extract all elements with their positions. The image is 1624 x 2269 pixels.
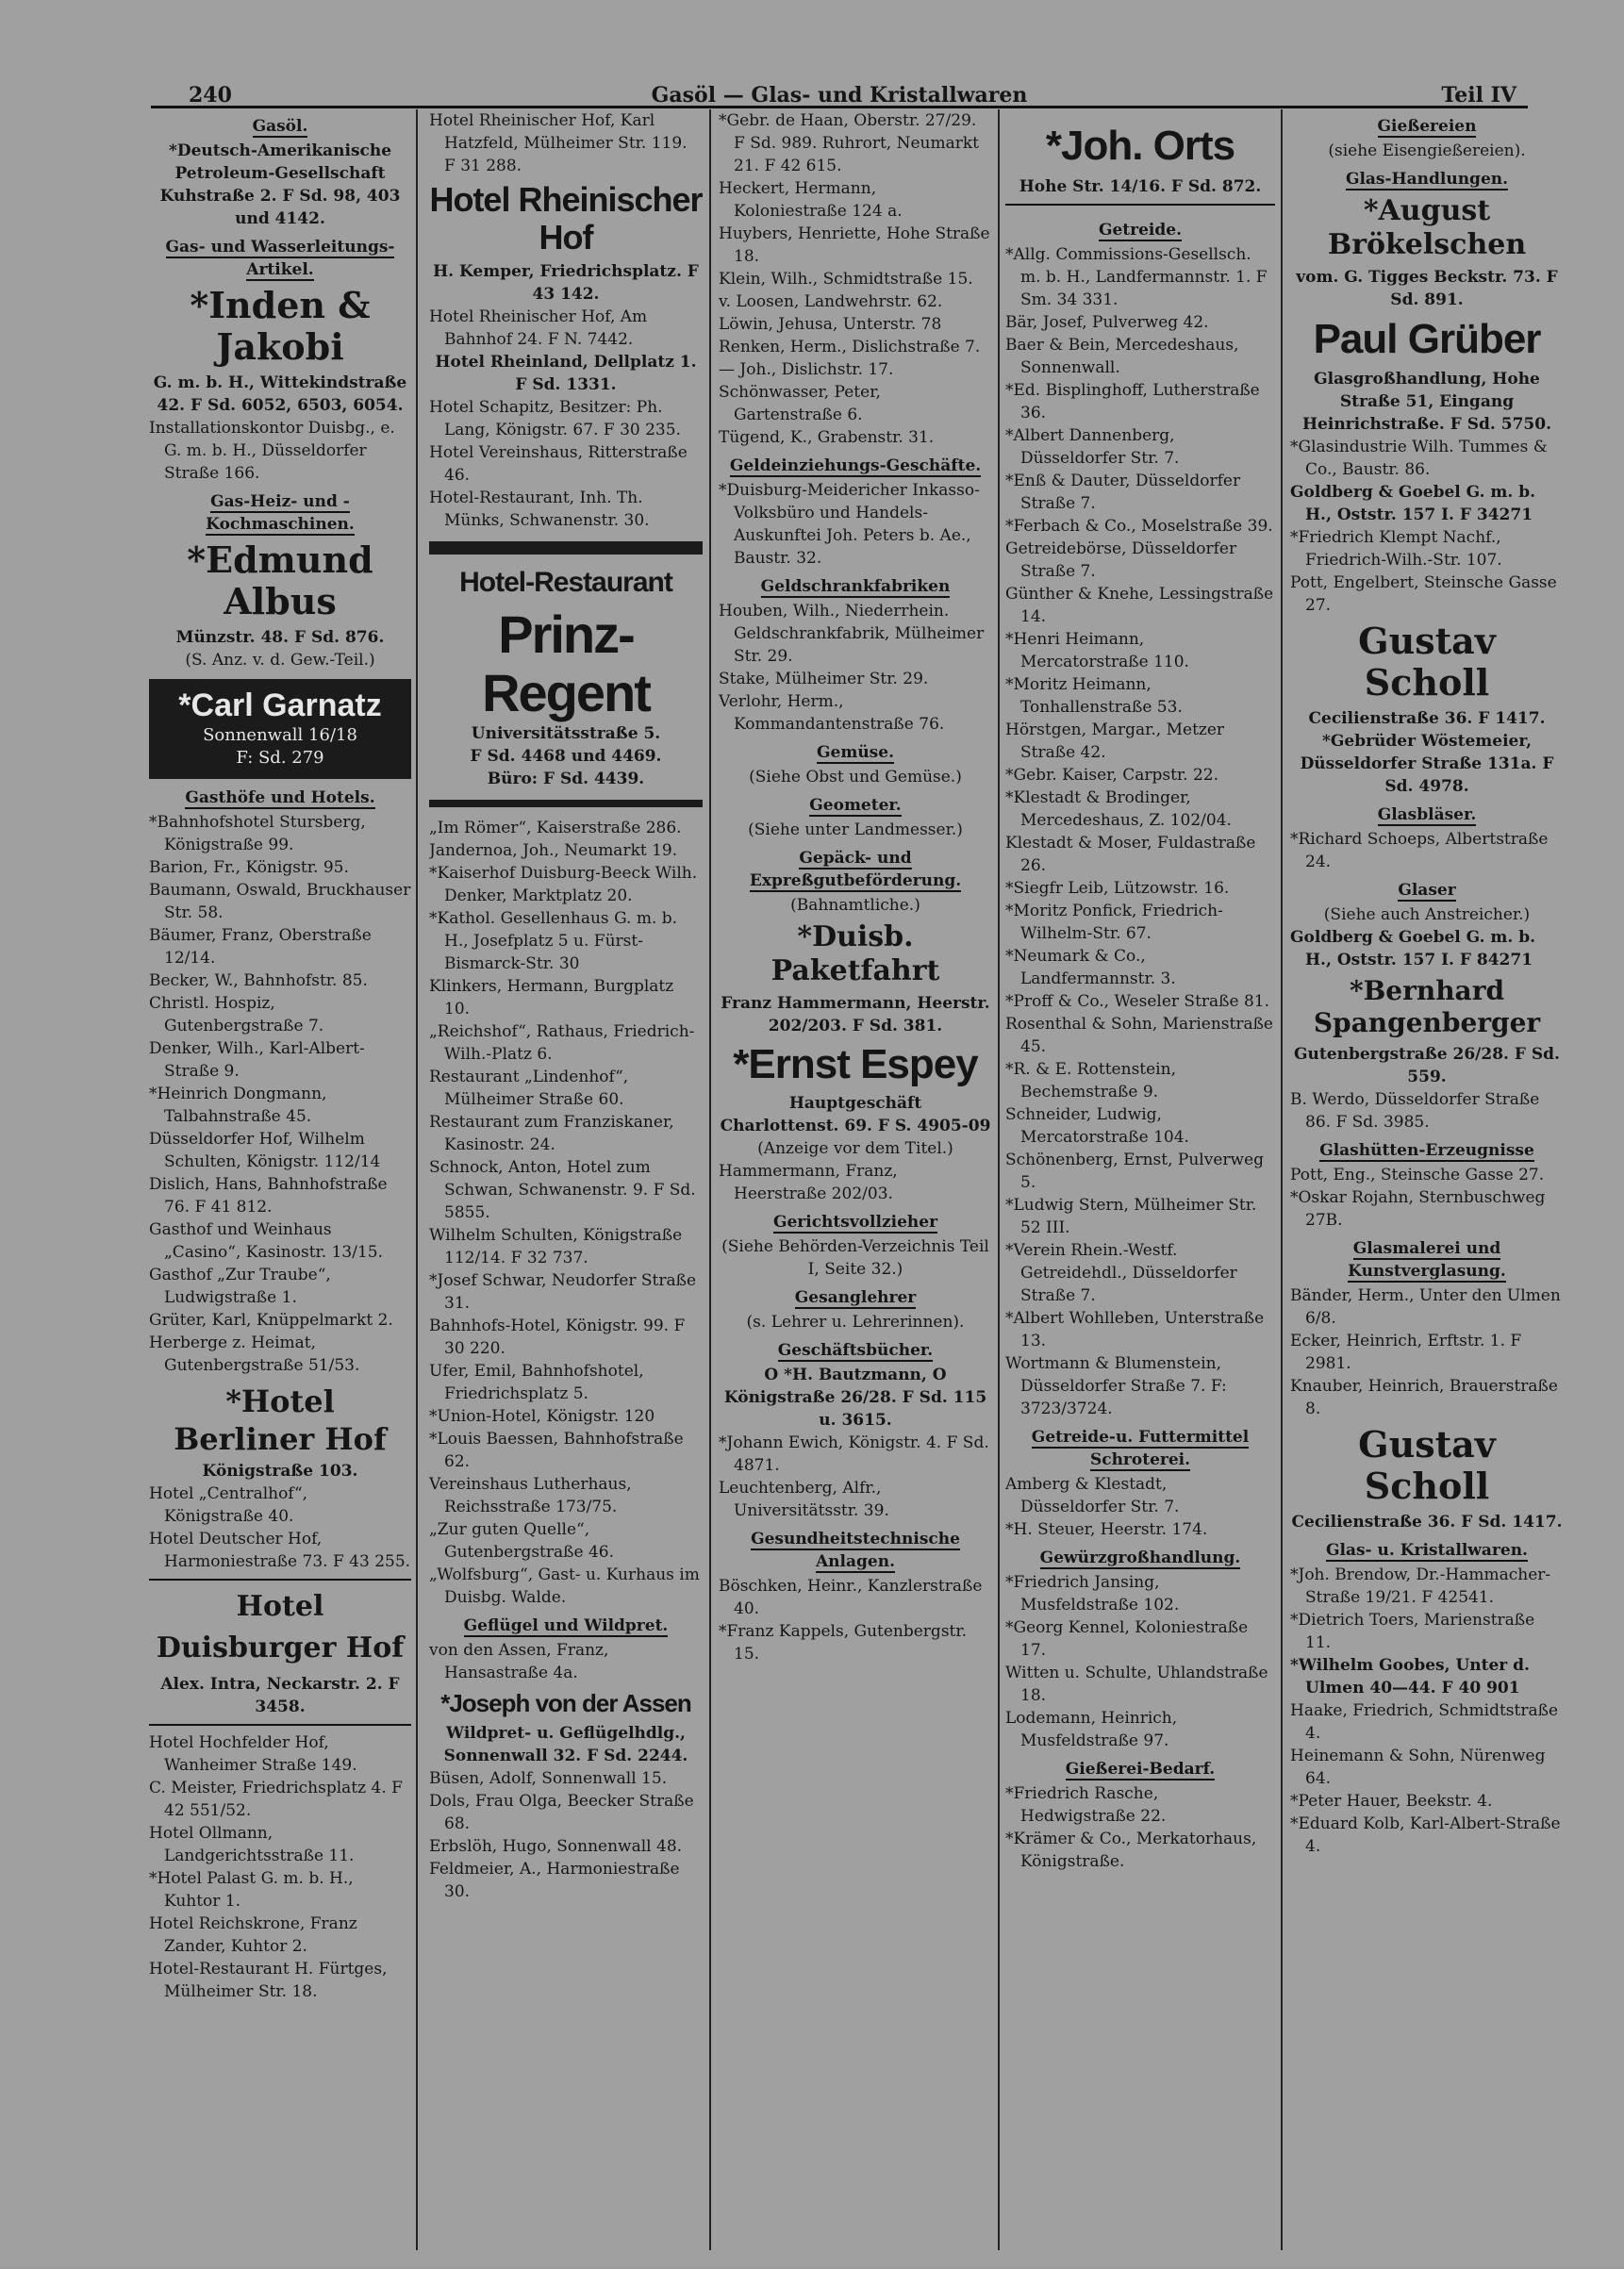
column-5 — [1290, 109, 1564, 2269]
advert-name: Hotel Rheinischer Hof — [429, 180, 703, 257]
advert-name: O *H. Bautzmann, O — [764, 1366, 947, 1384]
entry: Haake, Friedrich, Schmidtstraße 4. — [1290, 1701, 1559, 1743]
section-heading: Gas- und Wasserleitungs-Artikel. — [165, 238, 395, 279]
section-heading: Geometer. — [809, 796, 902, 815]
advert-address: Alex. Intra, Neckarstr. 2. F 3458. — [160, 1675, 400, 1716]
entry: Grüter, Karl, Knüppelmarkt 2. — [149, 1311, 393, 1330]
entry: Wilhelm Schulten, Königstraße 112/14. F 32 737. — [429, 1226, 683, 1267]
entry: Stake, Mülheimer Str. 29. — [719, 670, 929, 688]
entry: Denker, Wilh., Karl-Albert-Straße 9. — [149, 1039, 365, 1081]
entry: Jandernoa, Joh., Neumarkt 19. — [429, 841, 678, 860]
entry: *Union-Hotel, Königstr. 120 — [429, 1407, 655, 1426]
entry: Installationskontor Duisbg., e. G. m. b. H., Düsseldorfer Straße 166. — [149, 419, 395, 483]
cross-reference: (Siehe auch Anstreicher.) — [1323, 905, 1531, 924]
entry: *Gebrüder Wöstemeier, Düsseldorfer Straße 131a. F Sd. 4978. — [1300, 732, 1554, 796]
cross-reference: (Siehe Behörden-Verzeichnis Teil I, Seite 32.) — [721, 1237, 989, 1279]
entry: Goldberg & Goebel G. m. b. H., Oststr. 157 I. F 84271 — [1290, 928, 1536, 969]
advert-address: Münzstr. 48. F Sd. 876. — [175, 628, 385, 647]
entry: *Ferbach & Co., Moselstraße 39. — [1005, 517, 1273, 536]
advert-address: Glasgroßhandlung, Hohe Straße 51, Eingang Heinrichstraße. F Sd. 5750. — [1301, 370, 1551, 434]
advert-bar — [429, 541, 703, 555]
entry: *Ed. Bisplinghoff, Lutherstraße 36. — [1005, 381, 1260, 422]
entry: Wortmann & Blumenstein, Düsseldorfer Straße 7. F: 3723/3724. — [1005, 1354, 1227, 1418]
advert-address: Gutenbergstraße 26/28. F Sd. 559. — [1294, 1045, 1560, 1086]
entry: Dislich, Hans, Bahnhofstraße 76. F 41 812. — [149, 1175, 388, 1217]
entry: *Verein Rhein.-Westf. Getreidehdl., Düsseldorfer Straße 7. — [1005, 1241, 1237, 1305]
entry: Amberg & Klestadt, Düsseldorfer Str. 7. — [1005, 1475, 1180, 1516]
entry: Leuchtenberg, Alfr., Universitätsstr. 39. — [719, 1479, 889, 1520]
advert-address: Hohe Str. 14/16. F Sd. 872. — [1019, 177, 1262, 196]
column-2 — [429, 109, 703, 2269]
entry: *Glasindustrie Wilh. Tummes & Co., Baustr. 86. — [1290, 438, 1548, 479]
entry: *Oskar Rojahn, Sternbuschweg 27B. — [1290, 1188, 1546, 1230]
advert-address: Charlottenst. 69. F S. 4905-09 — [720, 1117, 991, 1135]
advert-name: Gustav Scholl — [1358, 620, 1496, 704]
entry: Verlohr, Herm., Kommandantenstraße 76. — [719, 692, 945, 734]
advert-name: Prinz-Regent — [482, 605, 650, 722]
section-heading: Getreide-u. Futtermittel Schroterei. — [1031, 1428, 1250, 1469]
entry: *Enß & Dauter, Düsseldorfer Straße 7. — [1005, 472, 1241, 513]
column-divider — [416, 109, 418, 2250]
advert-address: Franz Hammermann, Heerstr. 202/203. F Sd. 381. — [721, 994, 990, 1035]
part-label: Teil IV — [1441, 83, 1516, 108]
advert-name: Paul Grüber — [1313, 316, 1541, 362]
section-heading: Glas-Handlungen. — [1345, 170, 1509, 189]
entry: Restaurant zum Franziskaner, Kasinostr. 24. — [429, 1113, 674, 1154]
entry: *Franz Kappels, Gutenbergstr. 15. — [719, 1622, 968, 1664]
advert-name: Hotel Duisburger Hof — [156, 1590, 405, 1664]
entry: Heckert, Hermann, Koloniestraße 124 a. — [719, 179, 903, 221]
entry: Hotel Hochfelder Hof, Wanheimer Straße 149. — [149, 1733, 357, 1775]
entry: *Peter Hauer, Beekstr. 4. — [1290, 1792, 1493, 1811]
advert-name: *Inden & Jakobi — [190, 284, 371, 368]
advert-name: *Ernst Espey — [733, 1041, 978, 1087]
entry: von den Assen, Franz, Hansastraße 4a. — [429, 1641, 609, 1682]
entry: Huybers, Henriette, Hohe Straße 18. — [719, 224, 990, 266]
entry: Hotel Rheinischer Hof, Karl Hatzfeld, Mülheimer Str. 119. F 31 288. — [429, 111, 688, 175]
section-heading: Geldschrankfabriken — [760, 577, 951, 596]
section-heading: Gesanglehrer — [794, 1288, 917, 1307]
entry: Herberge z. Heimat, Gutenbergstraße 51/53. — [149, 1333, 360, 1375]
entry: *Moritz Ponfick, Friedrich-Wilhelm-Str. 67. — [1005, 902, 1223, 943]
advert-name: *Bernhard Spangenberger — [1313, 975, 1541, 1038]
advert-name: Berliner Hof — [174, 1421, 387, 1457]
section-heading: Gießerei-Bedarf. — [1065, 1760, 1216, 1779]
entry: Hammermann, Franz, Heerstraße 202/03. — [719, 1162, 898, 1203]
entry: *Louis Baessen, Bahnhofstraße 62. — [429, 1430, 684, 1471]
entry: Pott, Eng., Steinsche Gasse 27. — [1290, 1166, 1545, 1184]
cross-reference: (siehe Eisengießereien). — [1328, 141, 1526, 160]
entry: Klein, Wilh., Schmidtstraße 15. — [719, 270, 973, 289]
entry: Lodemann, Heinrich, Musfeldstraße 97. — [1005, 1709, 1178, 1750]
entry: Dols, Frau Olga, Beecker Straße 68. — [429, 1792, 694, 1833]
entry: *Moritz Heimann, Tonhallenstraße 53. — [1005, 675, 1183, 717]
entry: Witten u. Schulte, Uhlandstraße 18. — [1005, 1664, 1268, 1705]
advert-note: (Anzeige vor dem Titel.) — [757, 1139, 953, 1158]
entry: *Richard Schoeps, Albertstraße 24. — [1290, 830, 1549, 871]
entry: „Zur guten Quelle“, Gutenbergstraße 46. — [429, 1520, 614, 1562]
advert-address: Cecilienstraße 36. F Sd. 1417. — [1291, 1513, 1563, 1532]
entry: *Eduard Kolb, Karl-Albert-Straße 4. — [1290, 1814, 1561, 1856]
entry: Hotel Ollmann, Landgerichtsstraße 11. — [149, 1824, 355, 1865]
entry: *Johann Ewich, Königstr. 4. F Sd. 4871. — [719, 1433, 989, 1475]
entry: — Joh., Dislichstr. 17. — [719, 360, 894, 379]
advert-name: *Carl Garnatz — [178, 687, 382, 723]
section-heading: Gerichtsvollzieher — [772, 1213, 938, 1232]
entry: Goldberg & Goebel G. m. b. H., Oststr. 157 I. F 34271 — [1290, 483, 1536, 524]
section-heading: Gießereien — [1377, 117, 1477, 136]
advert-address: G. m. b. H., Wittekindstraße 42. F Sd. 6052, 6503, 6054. — [153, 373, 407, 415]
entry: Gasthof „Zur Traube“, Ludwigstraße 1. — [149, 1266, 331, 1307]
entry: Erbslöh, Hugo, Sonnenwall 48. — [429, 1837, 683, 1856]
entry: Günther & Knehe, Lessingstraße 14. — [1005, 585, 1274, 626]
section-heading: Glasmalerei und Kunstverglasung. — [1348, 1239, 1506, 1281]
running-title: Gasöl — Glas- und Kristallwaren — [651, 83, 1028, 108]
entry: v. Loosen, Landwehrstr. 62. — [719, 292, 943, 311]
advert-name: *August Brökelschen — [1327, 194, 1527, 261]
advert-name: Hotel-Restaurant — [459, 567, 672, 598]
section-heading: Gemüse. — [817, 743, 894, 762]
advert-phone: Büro: F Sd. 4439. — [487, 770, 645, 788]
entry: *Neumark & Co., Landfermannstr. 3. — [1005, 947, 1176, 988]
section-heading: Glasbläser. — [1377, 805, 1477, 824]
section-note: (Bahnamtliche.) — [790, 896, 920, 915]
advert-address: Cecilienstraße 36. F 1417. — [1308, 709, 1546, 728]
advert-name: *Edmund Albus — [187, 538, 373, 622]
entry: *Bahnhofshotel Stursberg, Königstraße 99. — [149, 813, 366, 854]
entry: *Joh. Brendow, Dr.-Hammacher-Straße 19/21. F 42541. — [1290, 1565, 1551, 1607]
section-heading: Gasöl. — [252, 117, 308, 136]
entry: *Dietrich Toers, Marienstraße 11. — [1290, 1611, 1535, 1652]
entry: *Krämer & Co., Merkatorhaus, Königstraße. — [1005, 1830, 1257, 1871]
entry: Christl. Hospiz, Gutenbergstraße 7. — [149, 994, 324, 1035]
column-divider — [1281, 109, 1283, 2250]
entry: Pott, Engelbert, Steinsche Gasse 27. — [1290, 573, 1557, 615]
entry: Restaurant „Lindenhof“, Mülheimer Straße 60. — [429, 1068, 629, 1109]
advert-box — [149, 679, 411, 779]
entry: *Heinrich Dongmann, Talbahnstraße 45. — [149, 1085, 327, 1126]
entry: Hotel Reichskrone, Franz Zander, Kuhtor 2. — [149, 1914, 357, 1956]
entry: Heinemann & Sohn, Nürenweg 64. — [1290, 1747, 1546, 1788]
entry: Löwin, Jehusa, Unterstr. 78 — [719, 315, 942, 334]
entry: Hotel-Restaurant H. Fürtges, Mülheimer Str. 18. — [149, 1960, 388, 2001]
section-heading: Gasthöfe und Hotels. — [185, 788, 375, 807]
entry: *Kaiserhof Duisburg-Beeck Wilh. Denker, Marktplatz 20. — [429, 864, 698, 905]
section-heading: Geldeinziehungs-Geschäfte. — [729, 456, 982, 475]
entry: *Ludwig Stern, Mülheimer Str. 52 III. — [1005, 1196, 1257, 1237]
entry: Hörstgen, Margar., Metzer Straße 42. — [1005, 720, 1225, 762]
entry: Barion, Fr., Königstr. 95. — [149, 858, 349, 877]
entry: B. Werdo, Düsseldorfer Straße 86. F Sd. 3985. — [1290, 1090, 1540, 1132]
entry: Hotel Rheinischer Hof, Am Bahnhof 24. F N. 7442. — [429, 307, 648, 349]
section-heading: Geschäftsbücher. — [777, 1341, 934, 1360]
section-heading: Glas- u. Kristallwaren. — [1326, 1541, 1528, 1560]
entry: Klinkers, Hermann, Burgplatz 10. — [429, 977, 674, 1019]
entry: Gasthof und Weinhaus „Casino“, Kasinostr. 13/15. — [149, 1220, 383, 1262]
entry: Hotel Vereinshaus, Ritterstraße 46. — [429, 443, 688, 485]
entry: Becker, W., Bahnhofstr. 85. — [149, 971, 368, 990]
advert-name: *Joseph von der Assen — [440, 1689, 691, 1717]
separator — [149, 1724, 411, 1726]
advert-address: Königstraße 26/28. F Sd. 115 u. 3615. — [723, 1388, 987, 1430]
entry: Vereinshaus Lutherhaus, Reichsstraße 173/75. — [429, 1475, 632, 1516]
advert-name: *Duisb. Paketfahrt — [771, 920, 940, 987]
entry: Böschken, Heinr., Kanzlerstraße 40. — [719, 1577, 983, 1618]
entry: *Allg. Commissions-Gesellsch. m. b. H., Landfermannstr. 1. F Sm. 34 331. — [1005, 245, 1268, 309]
section-heading: Gewürzgroßhandlung. — [1039, 1549, 1241, 1567]
advert-name: *Hotel — [225, 1383, 335, 1419]
entry: *Deutsch-Amerikanische Petroleum-Gesellschaft Kuhstraße 2. F Sd. 98, 403 und 4142. — [159, 141, 401, 228]
section-heading: Gesundheitstechnische Anlagen. — [751, 1530, 960, 1571]
advert-phone: F Sd. 4468 und 4469. — [470, 747, 662, 766]
entry: Renken, Herm., Dislichstraße 7. — [719, 338, 981, 356]
entry: Knauber, Heinrich, Brauerstraße 8. — [1290, 1377, 1558, 1418]
entry: *Gebr. de Haan, Oberstr. 27/29. F Sd. 989. Ruhrort, Neumarkt 21. F 42 615. — [719, 111, 980, 175]
advert-address: Sonnenwall 16/18 — [203, 725, 357, 745]
page-number: 240 — [189, 83, 232, 108]
entry: *Friedrich Rasche, Hedwigstraße 22. — [1005, 1784, 1167, 1826]
entry: *Kathol. Gesellenhaus G. m. b. H., Josefplatz 5 u. Fürst-Bismarck-Str. 30 — [429, 909, 678, 973]
column-4 — [1005, 109, 1275, 2269]
advert-name: Gustav Scholl — [1358, 1423, 1496, 1507]
entry: „Im Römer“, Kaiserstraße 286. — [429, 819, 682, 837]
advert-subtitle: Hauptgeschäft — [788, 1094, 922, 1113]
entry: *R. & E. Rottenstein, Bechemstraße 9. — [1005, 1060, 1176, 1101]
entry: Düsseldorfer Hof, Wilhelm Schulten, Königstr. 112/14 — [149, 1130, 381, 1171]
entry: Bär, Josef, Pulverweg 42. — [1005, 313, 1209, 332]
entry: „Wolfsburg“, Gast- u. Kurhaus im Duisbg. Walde. — [429, 1565, 700, 1607]
entry: Büsen, Adolf, Sonnenwall 15. — [429, 1769, 668, 1788]
entry: Bäumer, Franz, Oberstraße 12/14. — [149, 926, 372, 968]
cross-reference: (Siehe unter Landmesser.) — [748, 820, 963, 839]
entry: *Georg Kennel, Koloniestraße 17. — [1005, 1618, 1249, 1660]
section-heading: Getreide. — [1098, 221, 1183, 240]
entry: Bänder, Herm., Unter den Ulmen 6/8. — [1290, 1286, 1561, 1328]
entry: C. Meister, Friedrichsplatz 4. F 42 551/52. — [149, 1779, 403, 1820]
advert-address: H. Kemper, Friedrichsplatz. F 43 142. — [433, 262, 699, 304]
entry: Schnock, Anton, Hotel zum Schwan, Schwanenstr. 9. F Sd. 5855. — [429, 1158, 696, 1222]
entry: *Henri Heimann, Mercatorstraße 110. — [1005, 630, 1189, 671]
entry: *H. Steuer, Heerstr. 174. — [1005, 1520, 1208, 1539]
separator — [149, 1579, 411, 1581]
entry: Klestadt & Moser, Fuldastraße 26. — [1005, 834, 1256, 875]
separator — [1005, 204, 1275, 206]
column-1 — [149, 109, 411, 2269]
entry: Bahnhofs-Hotel, Königstr. 99. F 30 220. — [429, 1317, 686, 1358]
advert-note: (S. Anz. v. d. Gew.-Teil.) — [185, 651, 375, 670]
entry: Rosenthal & Sohn, Marienstraße 45. — [1005, 1015, 1273, 1056]
entry: *Josef Schwar, Neudorfer Straße 31. — [429, 1271, 697, 1313]
cross-reference: (Siehe Obst und Gemüse.) — [749, 768, 962, 787]
cross-reference: (s. Lehrer u. Lehrerinnen). — [746, 1313, 965, 1332]
entry: *Gebr. Kaiser, Carpstr. 22. — [1005, 766, 1219, 785]
column-divider — [998, 109, 1000, 2250]
header-rule — [151, 106, 1528, 108]
entry: Schönwasser, Peter, Gartenstraße 6. — [719, 383, 881, 424]
entry: „Reichshof“, Rathaus, Friedrich-Wilh.-Platz 6. — [429, 1022, 695, 1064]
entry: Ecker, Heinrich, Erftstr. 1. F 2981. — [1290, 1332, 1522, 1373]
advert-address: Wildpret- u. Geflügelhdlg., Sonnenwall 32. F Sd. 2244. — [443, 1724, 688, 1765]
column-3 — [719, 109, 992, 2269]
entry: Baumann, Oswald, Bruckhauser Str. 58. — [149, 881, 411, 922]
entry: Feldmeier, A., Harmoniestraße 30. — [429, 1860, 680, 1901]
entry: *Duisburg-Meidericher Inkasso-Volksbüro und Handels-Auskunftei Joh. Peters b. Ae., Baustr. 32. — [719, 481, 980, 568]
advert-address: vom. G. Tigges Beckstr. 73. F Sd. 891. — [1296, 268, 1558, 309]
entry: Hotel-Restaurant, Inh. Th. Münks, Schwanenstr. 30. — [429, 489, 650, 530]
section-heading: Gas-Heiz- und -Kochmaschinen. — [206, 492, 355, 534]
entry: *Proff & Co., Weseler Straße 81. — [1005, 992, 1270, 1011]
advert-name: *Joh. Orts — [1045, 123, 1235, 169]
entry: *Hotel Palast G. m. b. H., Kuhtor 1. — [149, 1869, 354, 1911]
entry: *Albert Wohlleben, Unterstraße 13. — [1005, 1309, 1265, 1350]
section-heading: Geflügel und Wildpret. — [463, 1616, 669, 1635]
entry: *Albert Dannenberg, Düsseldorfer Str. 7. — [1005, 426, 1180, 468]
entry: Schönenberg, Ernst, Pulverweg 5. — [1005, 1151, 1265, 1192]
entry: *Siegfr Leib, Lützowstr. 16. — [1005, 879, 1230, 898]
entry: Ufer, Emil, Bahnhofshotel, Friedrichsplatz 5. — [429, 1362, 644, 1403]
entry: Hotel Rheinland, Dellplatz 1. F Sd. 1331. — [435, 353, 697, 394]
entry: *Friedrich Klempt Nachf., Friedrich-Wilh.-Str. 107. — [1290, 528, 1502, 570]
advert-address: Königstraße 103. — [202, 1462, 358, 1481]
entry: Hotel Deutscher Hof, Harmoniestraße 73. F 43 255. — [149, 1530, 411, 1571]
entry: Hotel Schapitz, Besitzer: Ph. Lang, Königstr. 67. F 30 235. — [429, 398, 681, 439]
advert-bar — [429, 800, 703, 807]
entry: Getreidebörse, Düsseldorfer Straße 7. — [1005, 539, 1237, 581]
section-heading: Glaser — [1398, 881, 1456, 900]
section-heading: Gepäck- und Expreßgutbeförderung. — [749, 849, 962, 890]
entry: Tügend, K., Grabenstr. 31. — [719, 428, 935, 447]
entry: Baer & Bein, Mercedeshaus, Sonnenwall. — [1005, 336, 1239, 377]
entry: *Friedrich Jansing, Musfeldstraße 102. — [1005, 1573, 1180, 1615]
entry: Hotel „Centralhof“, Königstraße 40. — [149, 1484, 308, 1526]
advert-phone: F: Sd. 279 — [236, 748, 324, 768]
entry: *Wilhelm Goobes, Unter d. Ulmen 40—44. F 40 901 — [1290, 1656, 1530, 1698]
entry: Schneider, Ludwig, Mercatorstraße 104. — [1005, 1105, 1189, 1147]
section-heading: Glashütten-Erzeugnisse — [1319, 1141, 1534, 1160]
entry: Houben, Wilh., Niederrhein. Geldschrankfabrik, Mülheimer Str. 29. — [719, 602, 985, 666]
entry: *Klestadt & Brodinger, Mercedeshaus, Z. 102/04. — [1005, 788, 1232, 830]
column-divider — [709, 109, 711, 2250]
advert-address: Universitätsstraße 5. — [471, 724, 661, 743]
